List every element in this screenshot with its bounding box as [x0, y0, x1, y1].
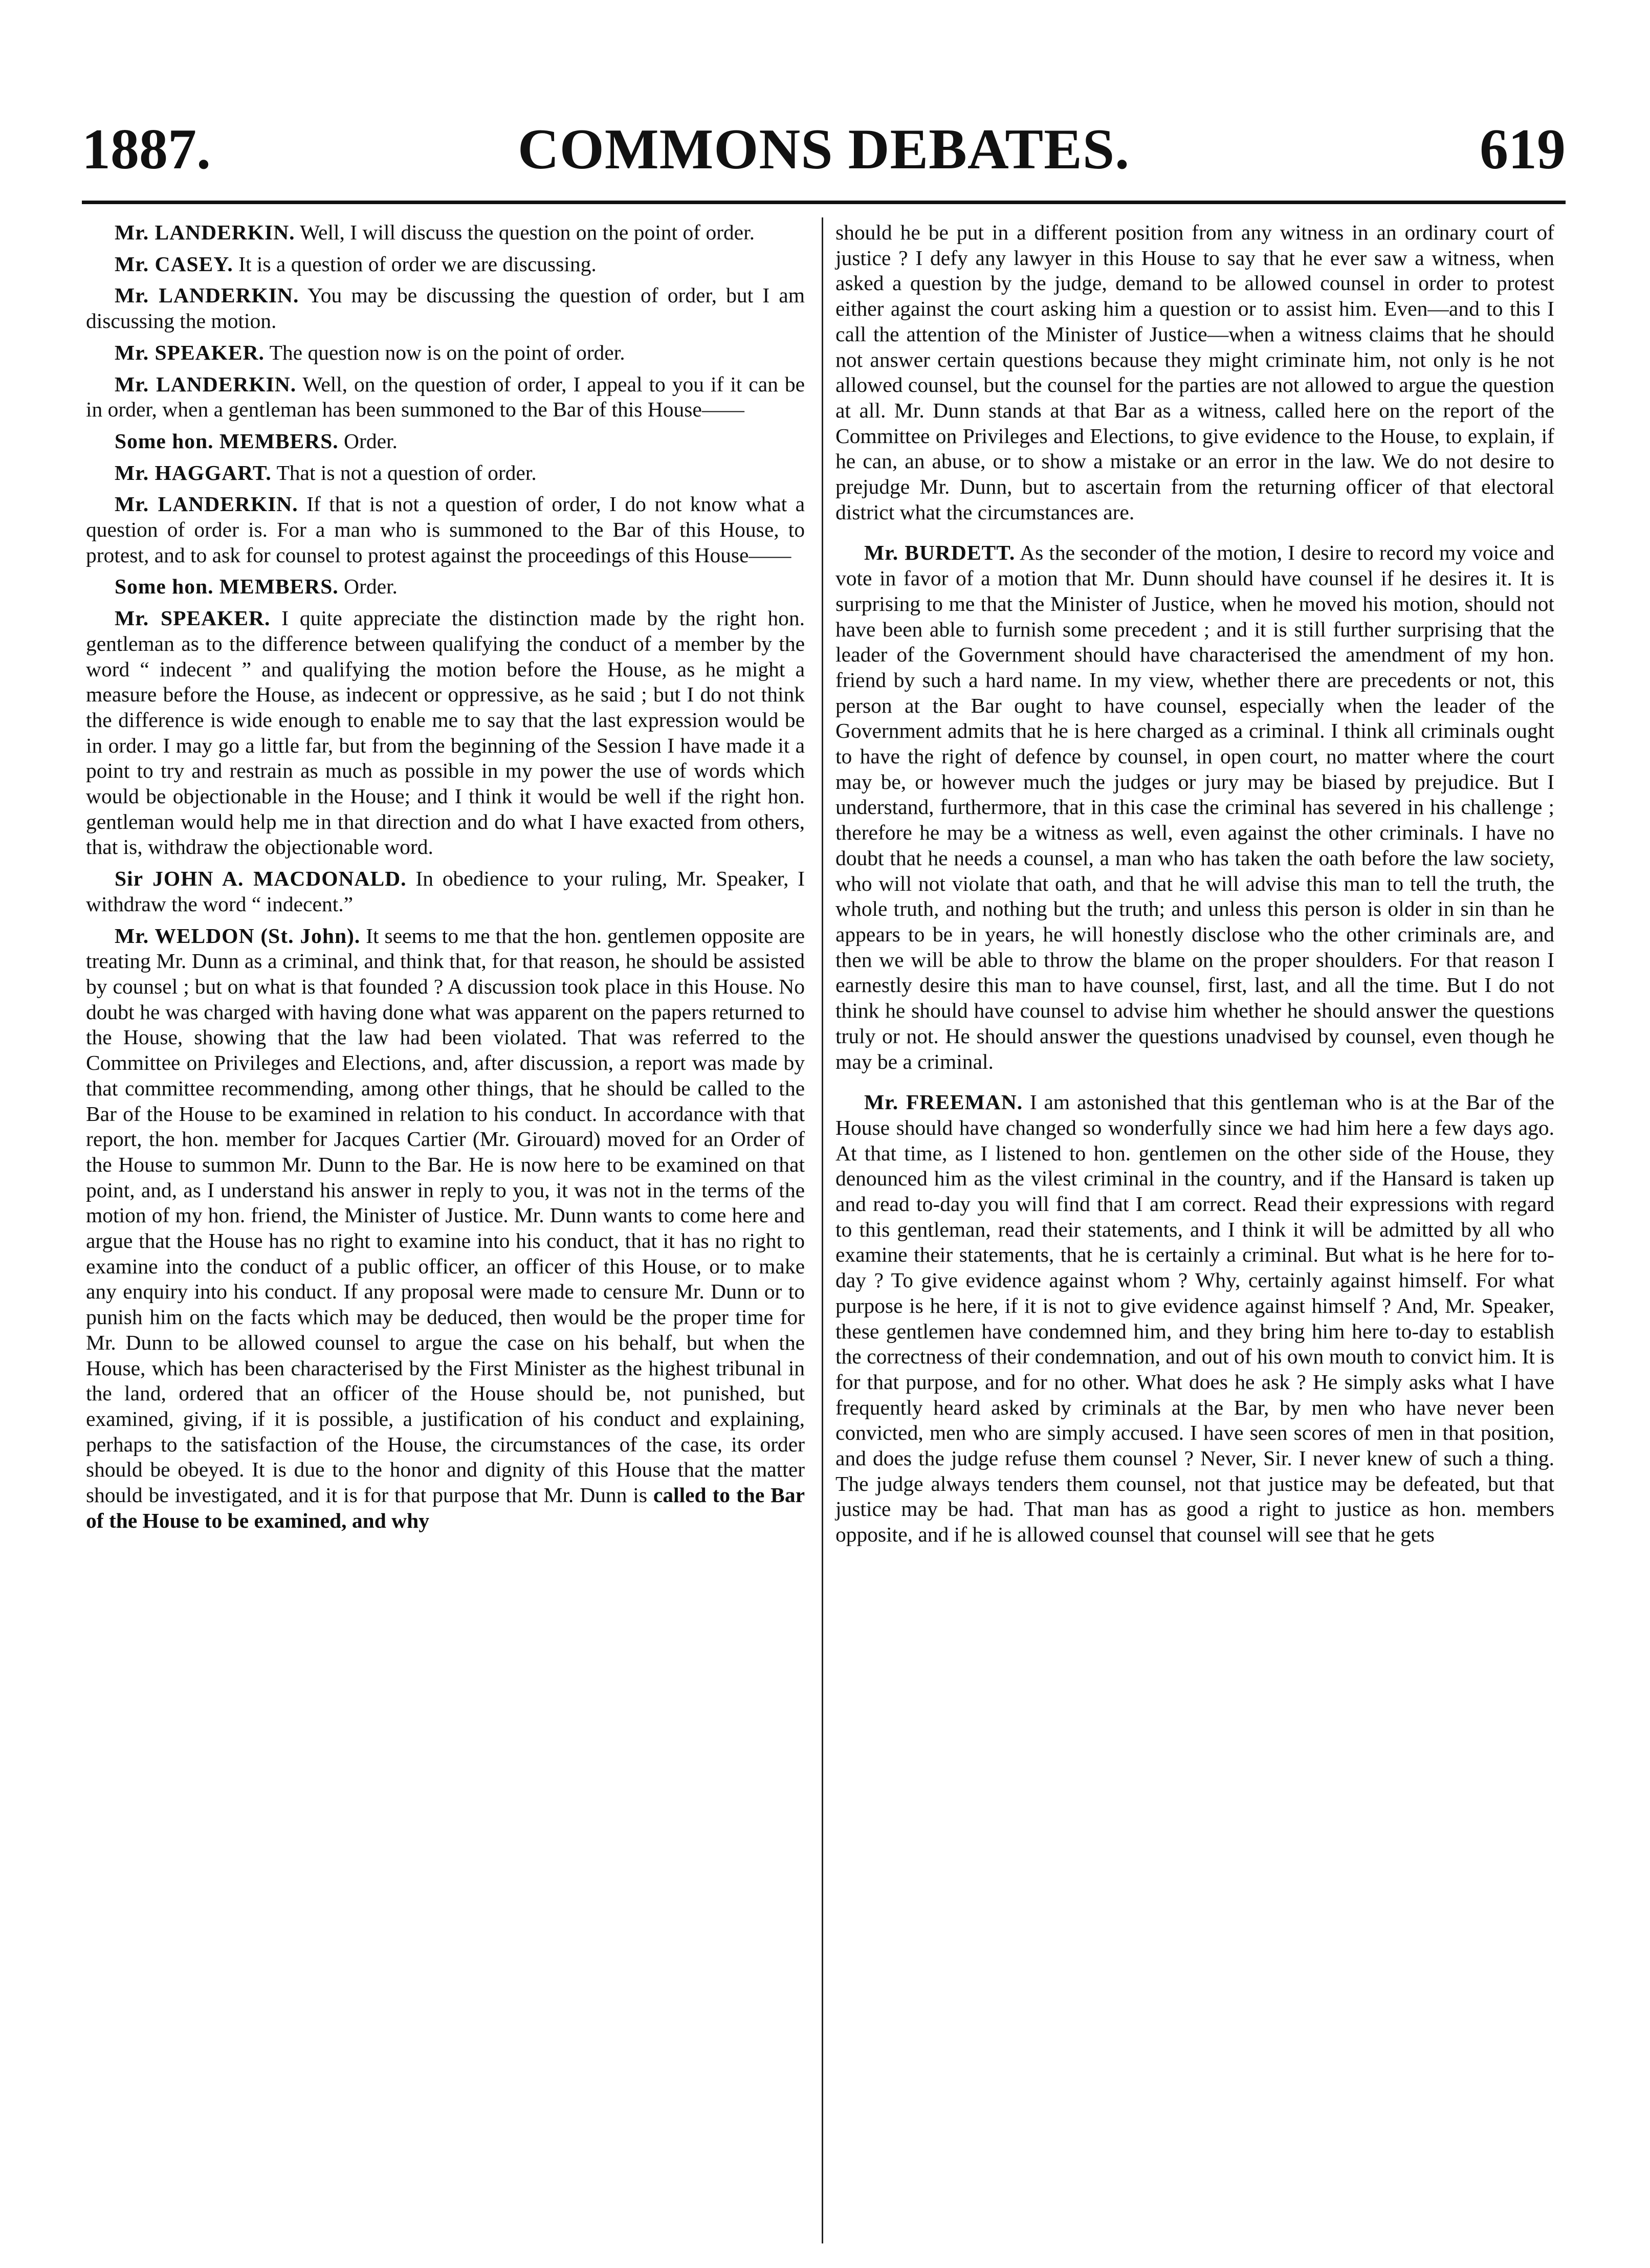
speaker-name: Sir JOHN A. MACDONALD.	[115, 867, 407, 891]
speaker-name: Some hon. MEMBERS.	[115, 429, 339, 453]
speech-text: In obedience to your ruling, Mr. Speaker, I withdraw the word “ indecent.”	[86, 867, 805, 916]
paragraph	[86, 460, 805, 486]
header-year: 1887.	[82, 118, 211, 181]
paragraph	[86, 574, 805, 600]
speech-text: That is not a question of order.	[276, 460, 537, 485]
speech-text: should he be put in a different position from any witness in an ordinary court of justice ? I defy any lawyer in this House to say that he ever saw a witness, when asked a question by the judge, demand to be allowed counsel in order to protest either against the court asking him a question or to assist him. Even—and to this I call the attention of the Minister of Justice—when a witness claims that he should not answer certain questions because they might criminate him, not only is he not allowed counsel, but the counsel for the parties are not allowed to argue the question at all. Mr. Dunn stands at that Bar as a witness, called here on the report of the Committee on Privileges and Elections, to give evidence to the House, to explain, if he can, an abuse, or to show a mistake or an error in the law. We do not desire to prejudge Mr. Dunn, but to ascertain from the returning officer of that electoral district what the circumstances are.	[835, 221, 1554, 524]
paragraph	[835, 220, 1554, 525]
speech-text: Order.	[344, 575, 398, 599]
speaker-name: Mr. SPEAKER.	[115, 340, 265, 364]
paragraph	[835, 540, 1554, 1074]
speech-text: You may be discussing the question of order, but I am discussing the motion.	[86, 283, 805, 333]
speech-text: I am astonished that this gentleman who is at the Bar of the House should have changed so wonderfully since we had him here a few days ago. At that time, as I listened to hon. gentlemen on the other side of the House, they denounced him as the vilest criminal in the country, and if the Hansard is taken up and read to-day you will find that I am correct. Read their expressions with regard to this gentleman, read their statements, and I think it will be admitted by all who examine their statements, that he is certainly a criminal. But what is he here for to-day ? To give evidence against whom ? Why, certainly against himself. For what purpose is he here, if it is not to give evidence against himself ? And, Mr. Speaker, these gentlemen have condemned him, and they bring him here to-day to establish the correctness of their condemnation, and out of his own mouth to convict him. It is for that purpose, and for no other. What does he ask ? He simply asks what I have frequently heard asked by criminals at the Bar, by men who have never been convicted, men who are simply accused. I have seen scores of men in that position, and does the judge refuse them counsel ? Never, Sir. I never knew of such a thing. The judge always tenders them counsel, not that justice may be defeated, but that justice may be had. That man has as good a right to justice as hon. members opposite, and if he is allowed counsel that counsel will see that he gets	[835, 1090, 1554, 1547]
speech-text: Well, I will discuss the question on the point of order.	[300, 221, 755, 244]
page-title: COMMONS DEBATES.	[517, 118, 1130, 181]
speaker-name: Mr. SPEAKER.	[115, 606, 271, 630]
paragraph	[86, 606, 805, 860]
speech-text: It seems to me that the hon. gentlemen opposite are treating Mr. Dunn as a criminal, and think that, for that reason, he should be assisted by counsel ; but on what is that founded ? A discussion took place in this House. No doubt he was charged with having done what was apparent on the papers returned to the House, showing that the law had been violated. That was referred to the Committee on Privileges and Elections, and, after discussion, a report was made by that committee recommending, among other things, that he should be called to the Bar of the House to be examined in relation to his conduct. In accordance with that report, the hon. member for Jacques Cartier (Mr. Girouard) moved for an Order of the House to summon Mr. Dunn to the Bar. He is now here to be examined on that point, and, as I understand his answer in reply to you, it was not in the terms of the motion of my hon. friend, the Minister of Justice. Mr. Dunn wants to come here and argue that the House has no right to examine into his conduct, that it has no right to examine into the conduct of a public officer, an officer of this House, or to make any enquiry into his conduct. If any proposal were made to censure Mr. Dunn or to punish him on the facts which may be deduced, then would be the proper time for Mr. Dunn to be allowed counsel to argue the case on his behalf, but when the House, which has been characterised by the First Minister as the highest tribunal in the land, ordered that an officer of the House should be, not punished, but examined, giving, if it is possible, a justification of his conduct and explaining, perhaps to the satisfaction of the House, the circumstances of the case, its order should be obeyed. It is due to the honor and dignity of this House that the matter should be investigated, and it is for that purpose that Mr. Dunn is	[86, 923, 805, 1507]
speaker-name: Mr. LANDERKIN.	[115, 492, 298, 516]
speaker-name: Mr. FREEMAN.	[864, 1090, 1023, 1114]
bold-text: called to the Bar of the House to be examined, and why	[86, 1483, 805, 1532]
speaker-name: Mr. WELDON (St. John).	[115, 923, 361, 948]
paragraph	[86, 372, 805, 423]
speaker-name: Some hon. MEMBERS.	[115, 575, 339, 599]
speaker-name: Mr. LANDERKIN.	[115, 283, 299, 307]
speech-text: Well, on the question of order, I appeal to you if it can be in order, when a gentleman has been summoned to the Bar of this House——	[86, 372, 805, 422]
speaker-name: Mr. LANDERKIN.	[115, 221, 295, 244]
paragraph	[86, 923, 805, 1534]
page-number: 619	[1480, 118, 1566, 181]
speech-text: I quite appreciate the distinction made by the right hon. gentleman as to the difference between qualifying the conduct of a member by the word “ indecent ” and qualifying the motion before the House, as he might a measure before the House, as indecent or oppressive, as he said ; but I do not think the difference is wide enough to enable me to say that the last expression would be in order. I may go a little far, but from the beginning of the Session I have made it a point to try and restrain as much as possible in my power the use of words which would be objectionable in the House; and I think it would be well if the right hon. gentleman would help me in that direction and do what I have exacted from others, that is, withdraw the objectionable word.	[86, 606, 805, 859]
speech-text: As the seconder of the motion, I desire to record my voice and vote in favor of a motion that Mr. Dunn should have counsel if he desires it. It is surprising to me that the Minister of Justice, when he moved his motion, should not have been able to furnish some precedent ; and it is still further surprising that the leader of the Government should have characterised the amendment of my hon. friend by such a hard name. In my view, whether there are precedents or not, this person at the Bar ought to have counsel, especially when the leader of the Government admits that he is here charged as a criminal. I think all criminals ought to have the right of defence by counsel, in open court, no matter where the court may be, or however much the judges or jury may be biased by prejudice. But I understand, furthermore, that in this case the criminal has severed in his challenge ; therefore he may be a witness as well, even against the other criminals. I have no doubt that he needs a counsel, a man who has taken the oath before the law society, who will not violate that oath, and that he will advise this man to tell the truth, the whole truth, and nothing but the truth; and unless this person is older in sin than he appears to be in years, he will honestly disclose who the other criminals are, and then we will be able to throw the blame on the proper shoulders. For that reason I earnestly desire this man to have counsel, first, last, and all the time. But I do not think he should have counsel to advise him whether he should answer the questions truly or not. He should answer the questions unadvised by counsel, even though he may be a criminal.	[835, 541, 1554, 1073]
paragraph	[86, 283, 805, 334]
speech-text: The question now is on the point of order.	[269, 340, 625, 364]
paragraph	[86, 220, 805, 246]
paragraph	[86, 492, 805, 568]
speaker-name: Mr. LANDERKIN.	[115, 372, 297, 396]
page-header	[82, 114, 1566, 190]
paragraph	[86, 429, 805, 454]
paragraph	[86, 340, 805, 366]
right-column	[835, 220, 1554, 2241]
speaker-name: Mr. BURDETT.	[864, 541, 1016, 565]
speech-text: If that is not a question of order, I do not know what a question of order is. For a man who is summoned to the Bar of this House, to protest, and to ask for counsel to protest against the proceedings of this House——	[86, 492, 805, 567]
column-divider	[822, 217, 823, 2243]
speaker-name: Mr. CASEY.	[115, 252, 233, 276]
header-rule	[82, 201, 1566, 204]
paragraph	[86, 866, 805, 917]
speech-text: Order.	[344, 429, 398, 453]
paragraph	[86, 252, 805, 277]
left-column	[86, 220, 805, 2241]
speech-text: It is a question of order we are discussing.	[238, 252, 597, 276]
paragraph	[835, 1090, 1554, 1548]
speaker-name: Mr. HAGGART.	[115, 460, 272, 485]
